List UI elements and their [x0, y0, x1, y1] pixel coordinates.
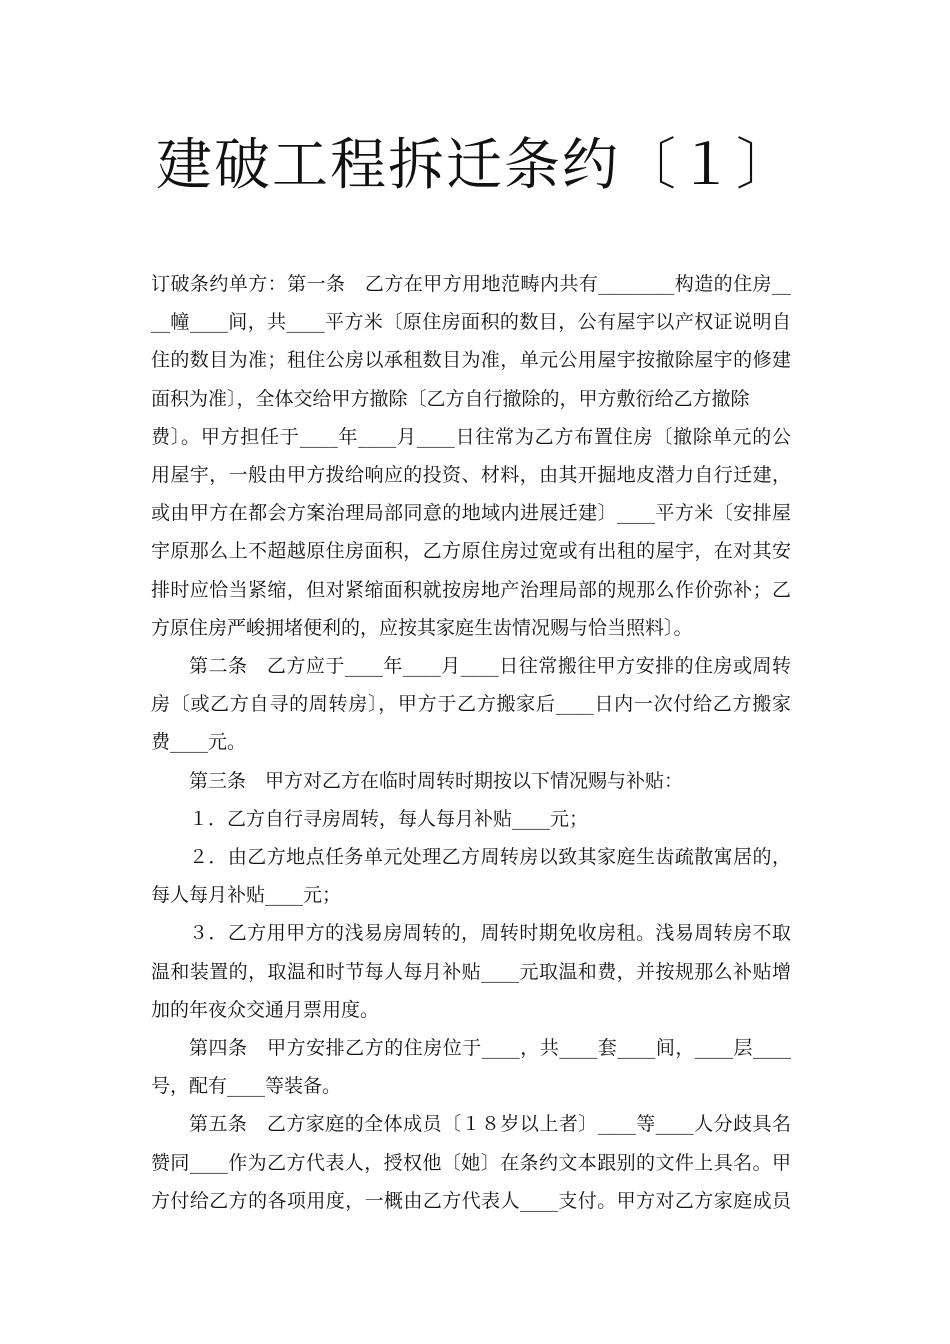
text-line: 号，配有____等装备。 [151, 1075, 342, 1098]
text-line: 方付给乙方的各项用度，一概由乙方代表人____支付。甲方对乙方家庭成员 [151, 1189, 791, 1212]
text-line: 第四条 甲方安排乙方的住房位于____，共____套____间，____层____ [189, 1037, 791, 1059]
text-line: 住的数目为准；租住公房以承租数目为准，单元公用屋宇按撤除屋宇的修建 [151, 349, 791, 372]
text-line: 或由甲方在都会方案治理局部同意的地域内进展迁建〕____平方米〔安排屋 [151, 502, 791, 525]
text-line: 方原住房严峻拥堵便利的，应按其家庭生齿情况赐与恰当照料〕。 [151, 616, 693, 639]
text-line: 订破条约单方：第一条 乙方在甲方用地范畴内共有________构造的住房__ [151, 273, 791, 295]
text-line: 赞同____作为乙方代表人，授权他〔她〕在条约文本跟别的文件上具名。甲 [151, 1151, 791, 1174]
text-line: 费〕。甲方担任于____年____月____日往常为乙方布置住房〔撤除单元的公 [151, 425, 791, 448]
text-line: 每人每月补贴____元； [151, 884, 342, 907]
text-line: 用屋宇，一般由甲方拨给响应的投资、材料，由其开掘地皮潜力自行迁建， [151, 464, 791, 486]
text-line: １．乙方自行寻房周转，每人每月补贴____元； [189, 807, 589, 830]
text-line: __幢____间，共____平方米〔原住房面积的数目，公有屋宇以产权证说明自 [151, 311, 791, 334]
text-line: ２．由乙方地点任务单元处理乙方周转房以致其家庭生齿疏散寓居的， [189, 846, 791, 868]
text-line: 温和装置的，取温和时节每人每月补贴____元取温和费，并按规那么补贴增 [151, 960, 791, 983]
text-line: 第二条 乙方应于____年____月____日往常搬往甲方安排的住房或周转 [189, 655, 791, 677]
text-line: 加的年夜众交通月票用度。 [151, 998, 380, 1021]
text-line: 宇原那么上不超越原住房面积，乙方原住房过宽或有出租的屋宇，在对其安 [151, 540, 791, 563]
document-title: 建破工程拆迁条约〔１〕 [156, 132, 794, 198]
text-line: 房〔或乙方自寻的周转房〕，甲方于乙方搬家后____日内一次付给乙方搬家 [151, 693, 791, 716]
text-line: 第三条 甲方对乙方在临时周转时期按以下情况赐与补贴： [189, 769, 684, 792]
text-line: 费____元。 [151, 731, 247, 754]
text-line: ３．乙方用甲方的浅易房周转的，周转时期免收房租。浅易周转房不取 [189, 922, 791, 945]
text-line: 面积为准〕，全体交给甲方撤除〔乙方自行撤除的，甲方敷衍给乙方撤除 [151, 387, 750, 410]
text-line: 排时应恰当紧缩，但对紧缩面积就按房地产治理局部的规那么作价弥补；乙 [151, 578, 791, 601]
text-line: 第五条 乙方家庭的全体成员〔１８岁以上者〕____等____人分歧具名 [189, 1113, 791, 1136]
